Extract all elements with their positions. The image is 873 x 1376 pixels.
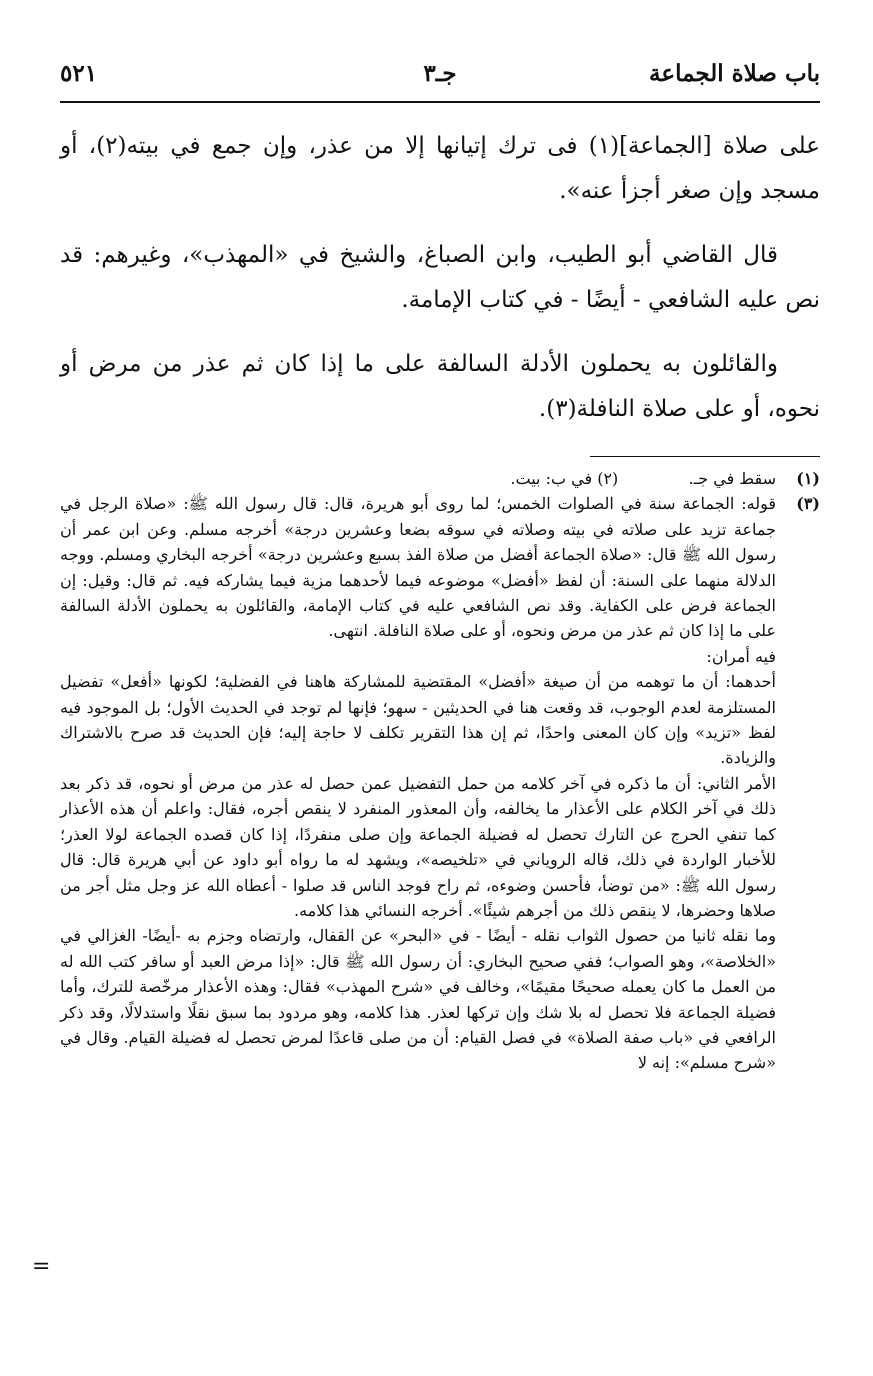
header-book-title: باب صلاة الجماعة [649, 60, 820, 87]
footnote-1-number: (١) [796, 469, 820, 488]
main-paragraph-3: والقائلون به يحملون الأدلة السالفة على ما إذا كان ثم عذر من مرض أو نحوه، أو على صلاة النافلة(٣). [60, 351, 820, 422]
main-paragraph-1: على صلاة [الجماعة](١) فى ترك إتيانها إلا من عذر، وإن جمع في بيته(٢)، أو مسجد وإن صغر أجزأ عنه». [60, 133, 820, 204]
footnote-3-number: (٣) [796, 494, 820, 514]
header-volume: جـ٣ [423, 60, 457, 87]
footnotes [60, 466, 820, 1076]
main-text [60, 124, 820, 451]
footnote-second-matter: الأمر الثاني: أن ما ذكره في آخر كلامه من حمل التفضيل عمن حصل له عذر من مرض أو نحوه، قد ذكر بعد ذلك في آخر الكلام على الأعذار ما يخالفه، وأن المعذور المنفرد لا ينقص أجره، فقال: واعلم أن هذه الأعذار كما تنفي الحرج عن التارك تحصل له فضيلة الجماعة وإن صلى منفردًا، إذا كان قصده الجماعة لولا العذر؛ للأخبار الواردة في ذلك، قاله الروياني في «تلخيصه»، ويشهد له ما رواه أبو داود عن أبي هريرة قال: قال رسول الله ﷺ: «من توضأ، فأحسن وضوءه، ثم راح فوجد الناس قد صلوا - أعطاه الله عز وجل مثل أجر من صلاها وحضرها، لا ينقص ذلك من أجرهم شيئًا». أخرجه النسائي هذا كلامه. [60, 773, 777, 920]
footnote-third-paragraph: وما نقله ثانيا من حصول الثواب نقله - أيضًا - في «البحر» عن القفال، وارتضاه وجزم به -أيضًا- الغزالي في «الخلاصة»، وهو الصواب؛ ففي صحيح البخاري: أن رسول الله ﷺ قال: «إذا مرض العبد أو سافر كتب الله له من العمل ما كان يعمله صحيحًا مقيمًا»، وخالف في «شرح المهذب» فقال: وهذه الأعذار مرخّصة للترك، وأما فضيلة الجماعة فلا تحصل له بلا شك وإن تركها لعذر. هذا كلامه، وهو مردود بما سبق نقلًا واستدلالًا، وقد ذكر الرافعي في «باب صفة الصلاة» في فصل القيام: أن من صلى قاعدًا لمرض تحصل له فضيلة القيام. وقال في «شرح مسلم»: إنه لا [60, 926, 776, 1073]
footnote-1-2 [60, 466, 820, 491]
main-paragraph-2: قال القاضي أبو الطيب، وابن الصباغ، والشيخ في «المهذب»، وغيرهم: قد نص عليه الشافعي - أيضًا - في كتاب الإمامة. [60, 242, 820, 313]
footnote-2-number: (٢) [597, 469, 619, 488]
footnote-2-text: في ب: بيت. [510, 469, 593, 488]
footnote-amran: فيه أمران: [706, 646, 776, 666]
header-rule [60, 101, 820, 103]
footnote-separator [590, 456, 820, 457]
footnote-3 [60, 491, 820, 1075]
footnote-3-text: قوله: الجماعة سنة في الصلوات الخمس؛ لما روى أبو هريرة، قال: قال رسول الله ﷺ: «صلاة الرجل في جماعة تزيد على صلاته في بيته وصلاته في سوقه بضعا وعشرين درجة» أخرجه مسلم. وعن ابن عمر أن رسول الله ﷺ قال: «صلاة الجماعة أفضل من صلاة الفذ بسبع وعشرين درجة» أخرجه البخاري ومسلم. ووجه الدلالة منهما على السنة: أن لفظ «أفضل» موضوعه فيما لأحدهما مزية فيما يشاركه فيه. ثم قال: وقيل: إن الجماعة فرض على الكفاية. وقد نص الشافعي عليه في كتاب الإمامة، والقائلون به يحملون الأدلة السالفة على ما إذا كان ثم عذر من مرض ونحوه، أو على صلاة النافلة. انتهى. [60, 494, 776, 641]
footnote-first-matter: أحدهما: أن ما توهمه من أن صيغة «أفضل» المقتضية للمشاركة هاهنا في الفضلية؛ لكونها «أفعل» تفضيل المستلزمة لعدم الوجوب، قد وقعت هنا في الحديثين - سهو؛ فإنها لم توجد في الحديث الأول؛ بل الموجود فيه لفظ «تزيد» وإن كان المعنى واحدًا، ثم إن هذا التقرير تكلف لا حاجة إليه؛ فإن الحديث قد صرح بالاشتراك والزيادة. [60, 672, 776, 768]
page-number: ٥٢١ [60, 60, 98, 87]
continuation-mark: = [32, 1254, 51, 1279]
running-header [60, 60, 820, 96]
footnote-1-text: سقط في جـ. [688, 469, 776, 488]
